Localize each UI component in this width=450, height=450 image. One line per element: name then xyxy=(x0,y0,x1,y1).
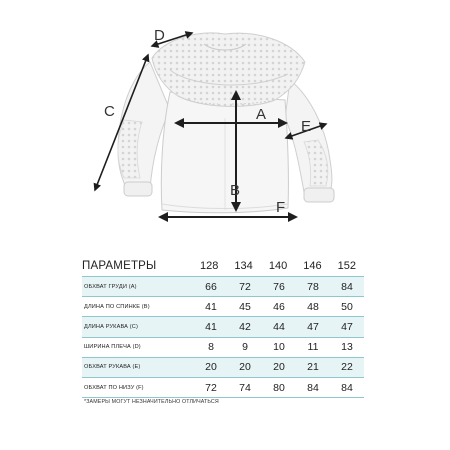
table-cell: 47 xyxy=(307,320,319,333)
measure-e-label: E xyxy=(301,118,312,135)
table-cell: 8 xyxy=(208,341,214,354)
row-label: ДЛИНА ПО СПИНКЕ (B) xyxy=(84,303,150,310)
measure-c-label: C xyxy=(104,103,115,120)
size-column-header: 140 xyxy=(268,260,288,272)
table-cell: 45 xyxy=(239,300,251,313)
table-row xyxy=(82,277,364,297)
table-cell: 72 xyxy=(239,280,251,293)
table-cell: 50 xyxy=(341,300,353,313)
size-column-header: 152 xyxy=(337,260,356,272)
size-column-header: 146 xyxy=(303,260,322,272)
table-cell: 84 xyxy=(341,280,353,293)
table-cell: 46 xyxy=(273,300,285,313)
table-row xyxy=(82,358,364,378)
table-cell: 47 xyxy=(341,320,353,333)
table-cell: 72 xyxy=(205,381,217,394)
measurement-disclaimer: *ЗАМЕРЫ МОГУТ НЕЗНАЧИТЕЛЬНО ОТЛИЧАТЬСЯ xyxy=(84,399,219,405)
measure-f-label: F xyxy=(276,199,286,216)
table-cell: 21 xyxy=(307,361,319,374)
row-label: ОБХВАТ РУКАВА (Е) xyxy=(84,364,141,371)
table-cell: 41 xyxy=(205,320,217,333)
row-label: ОБХВАТ ГРУДИ (А) xyxy=(84,283,137,290)
table-cell: 76 xyxy=(273,280,285,293)
table-cell: 48 xyxy=(307,300,319,313)
table-cell: 80 xyxy=(273,381,285,394)
row-label: ДЛИНА РУКАВА (С) xyxy=(84,323,138,330)
table-cell: 10 xyxy=(273,341,285,354)
table-row xyxy=(82,297,364,317)
size-columns xyxy=(192,260,364,272)
table-cell: 9 xyxy=(242,341,248,354)
left-cuff xyxy=(124,182,152,196)
table-cell: 11 xyxy=(307,341,319,354)
table-row xyxy=(82,378,364,398)
table-cell: 20 xyxy=(239,361,251,374)
measure-a-label: A xyxy=(256,106,267,123)
measure-d-label: D xyxy=(154,27,165,44)
right-cuff xyxy=(304,188,334,202)
row-label: ШИРИНА ПЛЕЧА (D) xyxy=(84,344,141,351)
size-chart-body xyxy=(82,276,364,398)
table-cell: 78 xyxy=(307,280,319,293)
table-row xyxy=(82,317,364,337)
table-cell: 42 xyxy=(239,320,251,333)
size-column-header: 128 xyxy=(200,260,219,272)
table-cell: 44 xyxy=(273,320,285,333)
table-cell: 20 xyxy=(205,361,217,374)
table-cell: 41 xyxy=(205,300,217,313)
table-cell: 20 xyxy=(273,361,285,374)
size-column-header: 134 xyxy=(234,260,253,272)
table-cell: 84 xyxy=(307,381,319,394)
row-label: ОБХВАТ ПО НИЗУ (F) xyxy=(84,384,144,391)
table-cell: 22 xyxy=(341,361,353,374)
table-row xyxy=(82,338,364,358)
measure-b-label: B xyxy=(230,182,241,199)
table-cell: 13 xyxy=(341,341,353,354)
table-cell: 66 xyxy=(205,280,217,293)
table-cell: 74 xyxy=(239,381,251,394)
size-chart-title: ПАРАМЕТРЫ xyxy=(82,260,157,272)
size-chart-table xyxy=(82,252,364,398)
size-chart-header xyxy=(82,252,364,272)
table-cell: 84 xyxy=(341,381,353,394)
